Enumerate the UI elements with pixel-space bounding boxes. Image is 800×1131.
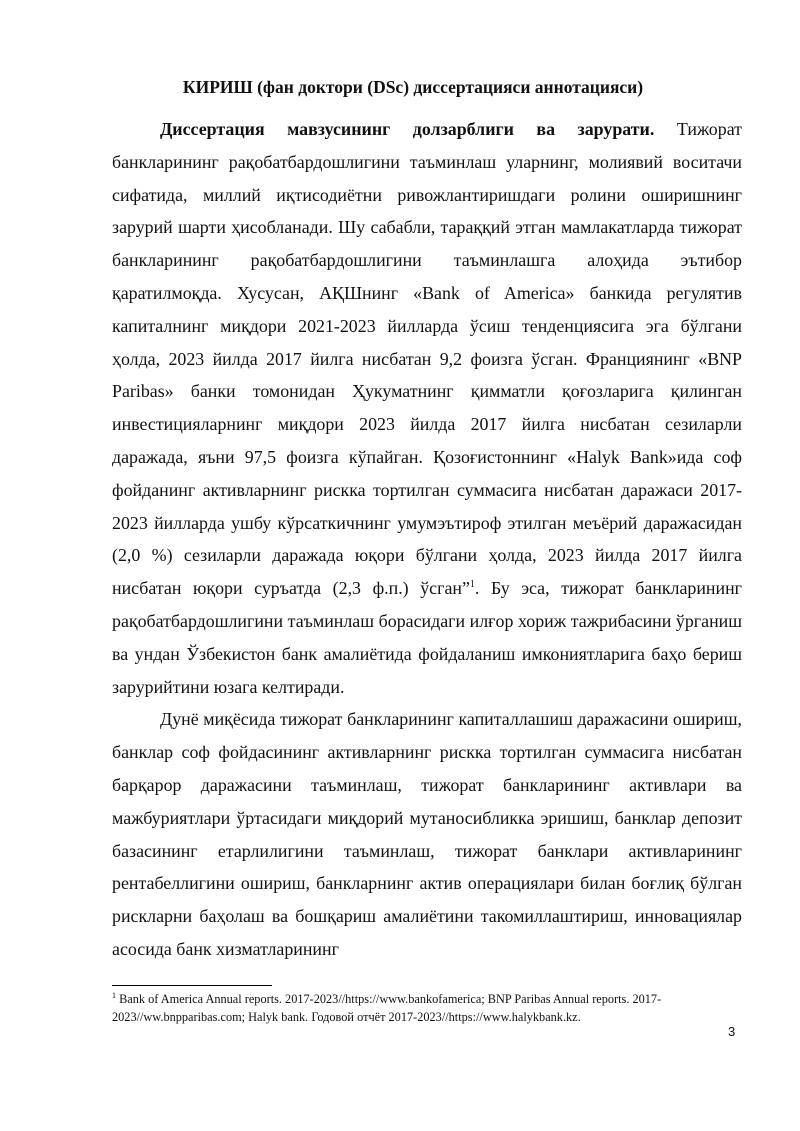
paragraph-text: Тижорат банкларининг рақобатбардошлигини таъминлаш уларнинг, молиявий воситачи сифатида, миллий иқтисодиётни ривожлантиришдаги ролини оширишнинг зарурий шарти ҳисобланади. Шу сабабли, тараққий этган мамлакатларда тижорат банкларининг рақобатбардошлигини таъминлашга алоҳида эътибор қаратилмоқда. Хусусан, АҚШнинг «Bank of America» банкида регулятив капиталнинг миқдори 2021-2023 йилларда ўсиш тенденциясига эга бўлгани ҳолда, 2023 йилда 2017 йилга нисбатан 9,2 фоизга ўсган. Франциянинг «BNP Paribas» банки томонидан Ҳукуматнинг қимматли қоғозларига қилинган инвестицияларнинг миқдори 2023 йилда 2017 йилга нисбатан сезиларли даражада, яъни 97,5 фоизга кўпайган. Қозоғистоннинг «Halyk Bank»ида соф фойданинг активларнинг рискка тортилган суммасига нисбатан даражаси 2017-2023 йилларда ушбу кўрсаткичнинг умумэътироф этилган меъёрий даражасидан (2,0 %) сезиларли даражада юқори бўлгани ҳолда, 2023 йилда 2017 йилга нисбатан юқори суръатда (2,3 ф.п.) ўсган”	[112, 119, 742, 599]
paragraph-lead: Диссертация мавзусининг долзарблиги ва зарурати.	[160, 119, 655, 139]
body-text	[112, 113, 742, 966]
page-number: 3	[728, 1024, 736, 1039]
footnote-text: Bank of America Annual reports. 2017-2023//https://www.bankofamerica; BNP Paribas Annual reports. 2017-2023//ww.bnpparibas.com; Halyk bank. Годовой отчёт 2017-2023//https://www.halykbank.kz.	[112, 992, 662, 1024]
footnote	[112, 990, 742, 1026]
footnote-reference[interactable]: 1	[469, 579, 475, 591]
paragraph-text-continued: . Бу эса, тижорат банкларининг рақобатбардошлигини таъминлаш борасидаги илғор хориж тажрибасини ўрганиш ва ундан Ўзбекистон банк амалиётида фойдаланиш имкониятларига баҳо бериш зарурийтини юзага келтиради.	[112, 578, 742, 697]
footnote-separator	[112, 985, 272, 986]
footnote-number: 1	[112, 990, 116, 1000]
paragraph-world-practice: Дунё миқёсида тижорат банкларининг капиталлашиш даражасини ошириш, банклар соф фойдасининг активларнинг рискка тортилган суммасига нисбатан барқарор даражасини таъминлаш, тижорат банкларининг активлари ва мажбуриятлари ўртасидаги миқдорий мутаносибликка эришиш, банклар депозит базасининг етарлилигини таъминлаш, тижорат банклари активларининг рентабеллигини ошириш, банкларнинг актив операциялари билан боғлиқ бўлган рискларни баҳолаш ва бошқариш амалиётини такомиллаштириш, инновациялар асосида банк хизматларининг	[112, 709, 742, 959]
paragraph-relevance	[112, 113, 742, 703]
section-title: КИРИШ (фан доктори (DSc) диссертацияси аннотацияси)	[182, 77, 644, 97]
